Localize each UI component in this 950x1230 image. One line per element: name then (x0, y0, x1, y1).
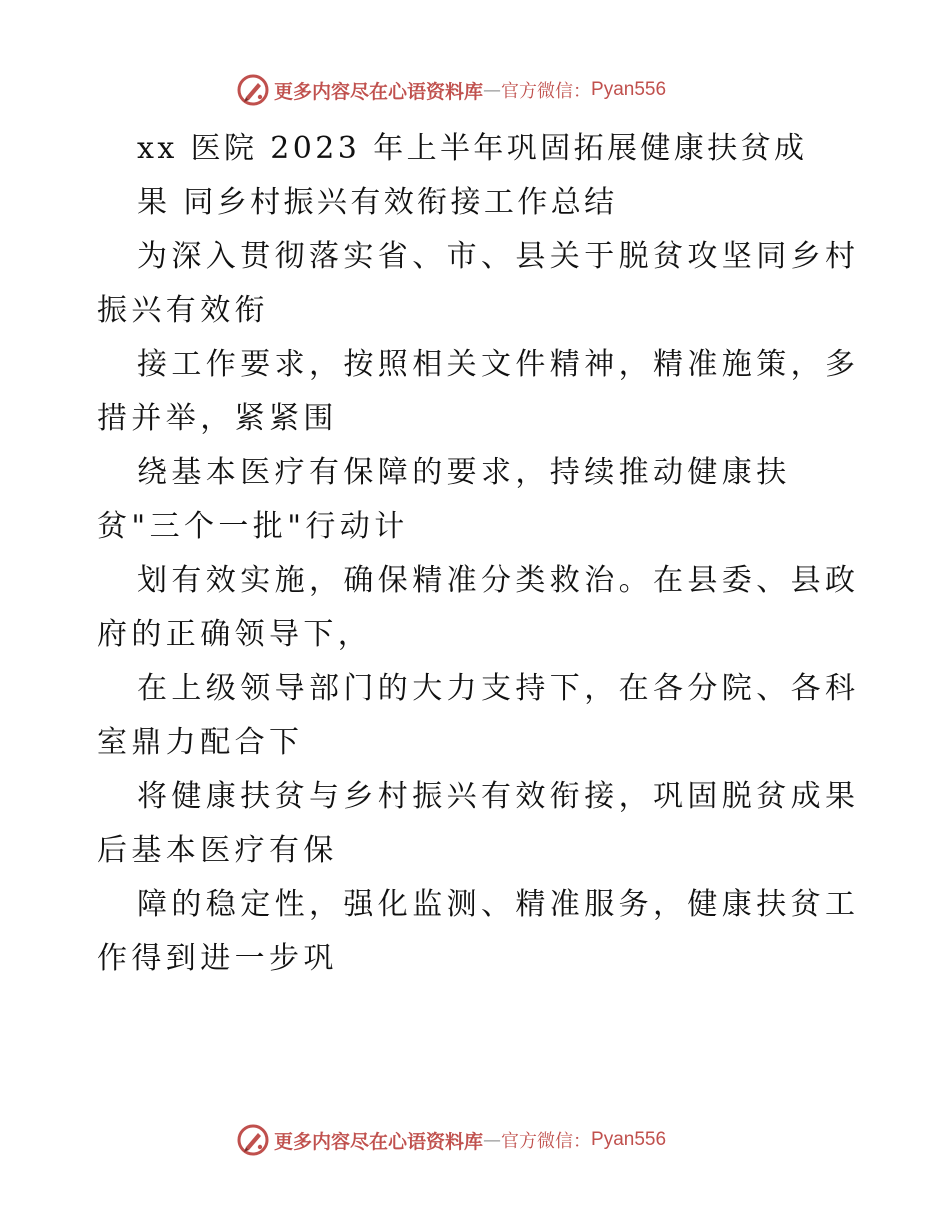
paragraph-line: 障的稳定性，强化监测、精准服务，健康扶贫工 (137, 887, 860, 922)
paragraph-line: 为深入贯彻落实省、市、县关于脱贫攻坚同乡村 (137, 239, 860, 274)
watermark-separator: — (483, 79, 502, 101)
paragraph-line: 在上级领导部门的大力支持下，在各分院、各科 (137, 671, 860, 706)
paragraph-line: 室鼎力配合下 (97, 725, 304, 760)
watermark-main-text: 更多内容尽在心语资料库 (274, 80, 484, 103)
document-body (97, 122, 860, 986)
paragraph-line: 后基本医疗有保 (97, 833, 338, 868)
header-watermark (236, 72, 666, 108)
watermark-main-text: 更多内容尽在心语资料库 (274, 1130, 484, 1153)
watermark-id-text: Pyan556 (591, 1129, 667, 1150)
title-line: 果 同乡村振兴有效衔接工作总结 (137, 185, 618, 220)
watermark-sub-text: 官方微信： (501, 1131, 592, 1152)
paragraph-line: 接工作要求，按照相关文件精神，精准施策，多 (137, 347, 860, 382)
paragraph-line: 作得到进一步巩 (97, 941, 338, 976)
pen-circle-logo-icon (236, 73, 270, 107)
watermark-id-text: Pyan556 (591, 79, 667, 100)
paragraph-line: 将健康扶贫与乡村振兴有效衔接，巩固脱贫成果 (137, 779, 860, 814)
paragraph-line: 振兴有效衔 (97, 293, 269, 328)
paragraph-line: 措并举，紧紧围 (97, 401, 338, 436)
paragraph-line: 府的正确领导下， (97, 617, 373, 652)
footer-watermark (236, 1122, 666, 1158)
paragraph-line: 绕基本医疗有保障的要求，持续推动健康扶 (137, 455, 791, 490)
watermark-sub-text: 官方微信： (501, 81, 592, 102)
paragraph-line: 划有效实施，确保精准分类救治。在县委、县政 (137, 563, 860, 598)
title-line: xx 医院 2023 年上半年巩固拓展健康扶贫成 (137, 131, 808, 166)
watermark-separator: — (483, 1129, 502, 1151)
pen-circle-logo-icon (236, 1123, 270, 1157)
paragraph-line: 贫"三个一批"行动计 (97, 509, 409, 544)
